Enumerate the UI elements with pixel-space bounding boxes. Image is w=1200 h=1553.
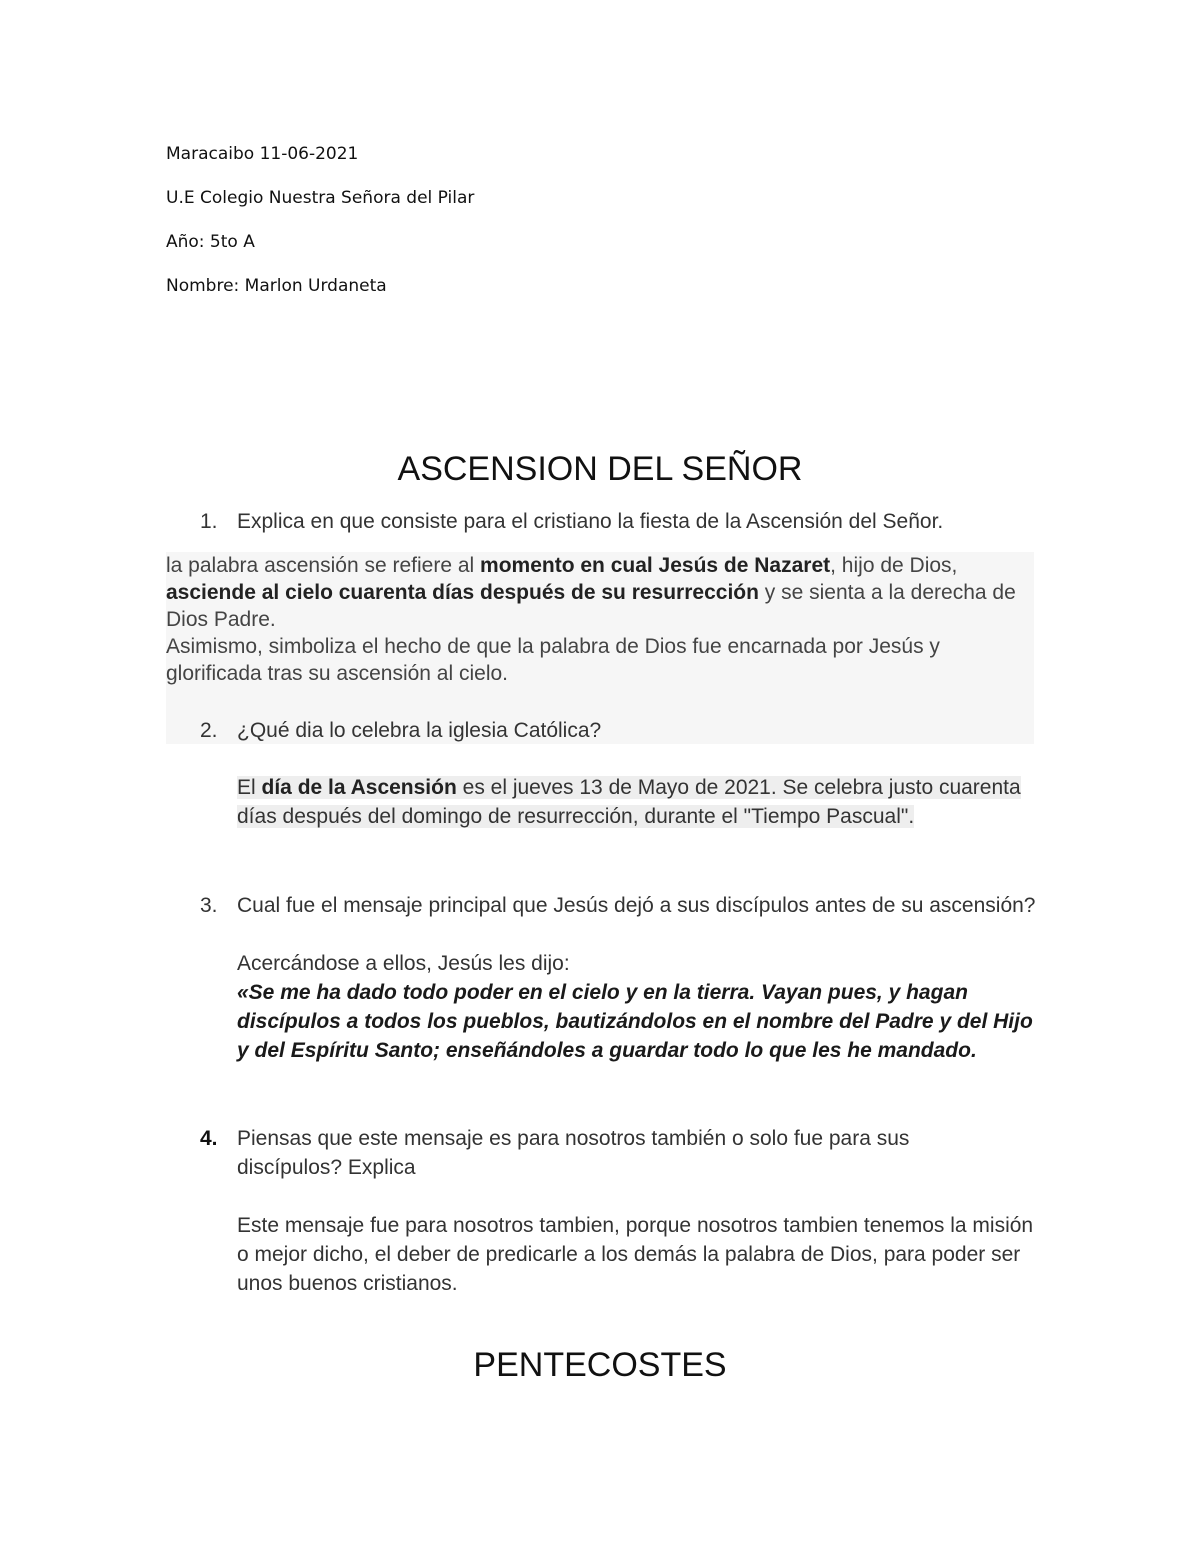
question-2-number: 2. xyxy=(200,719,218,742)
question-4-text: Piensas que este mensaje es para nosotros también o solo fue para sus discípulos? Explica xyxy=(237,1127,910,1179)
section-title-pentecost: PENTECOSTES xyxy=(473,1346,727,1384)
question-3-quote: «Se me ha dado todo poder en el cielo y en la tierra. Vayan pues, y hagan discípulos a todos los pueblos, bautizándolos en el nombre del Padre y del Hijo y del Espíritu Santo; enseñándoles a guardar todo lo que les he mandado. xyxy=(237,981,1033,1062)
school-line: U.E Colegio Nuestra Señora del Pilar xyxy=(166,188,475,208)
question-4-number: 4. xyxy=(200,1127,218,1150)
document-header xyxy=(166,141,474,317)
section-title-ascension: ASCENSION DEL SEÑOR xyxy=(397,450,803,488)
question-3-intro: Acercándose a ellos, Jesús les dijo: xyxy=(237,952,570,975)
answer-2-emphasis: día de la Ascensión xyxy=(261,776,457,799)
answer-1-second-paragraph: Asimismo, simboliza el hecho de que la palabra de Dios fue encarnada por Jesús y glorificada tras su ascensión al cielo. xyxy=(166,635,940,685)
question-2-answer: El día de la Ascensión es el jueves 13 de Mayo de 2021. Se celebra justo cuarenta días después del domingo de resurrección, durante el "Tiempo Pascual". xyxy=(237,776,1021,828)
question-3-number: 3. xyxy=(200,894,218,917)
question-3-text: Cual fue el mensaje principal que Jesús dejó a sus discípulos antes de su ascensión? xyxy=(237,894,1036,917)
date-line: Maracaibo 11-06-2021 xyxy=(166,144,359,164)
question-4-answer: Este mensaje fue para nosotros tambien, porque nosotros tambien tenemos la misión o mejor dicho, el deber de predicarle a los demás la palabra de Dios, para poder ser unos buenos cristianos. xyxy=(237,1214,1034,1295)
year-line: Año: 5to A xyxy=(166,232,255,252)
answer-1-emphasis-2: asciende al cielo cuarenta días después de su resurrección xyxy=(166,581,759,604)
question-1-answer: la palabra ascensión se refiere al momento en cual Jesús de Nazaret, hijo de Dios, asciende al cielo cuarenta días después de su resurrección y se sienta a la derecha de Dios Padre. Asimismo, simboliza el hecho de que la palabra de Dios fue encarnada por Jesús y glorificada tras su ascensión al cielo. xyxy=(166,554,1016,685)
answer-1-emphasis-1: momento en cual Jesús de Nazaret xyxy=(480,554,831,577)
question-2-text: ¿Qué dia lo celebra la iglesia Católica? xyxy=(237,719,602,742)
name-line: Nombre: Marlon Urdaneta xyxy=(166,276,387,296)
question-1-text: Explica en que consiste para el cristiano la fiesta de la Ascensión del Señor. xyxy=(237,510,944,533)
question-1-number: 1. xyxy=(200,510,218,533)
